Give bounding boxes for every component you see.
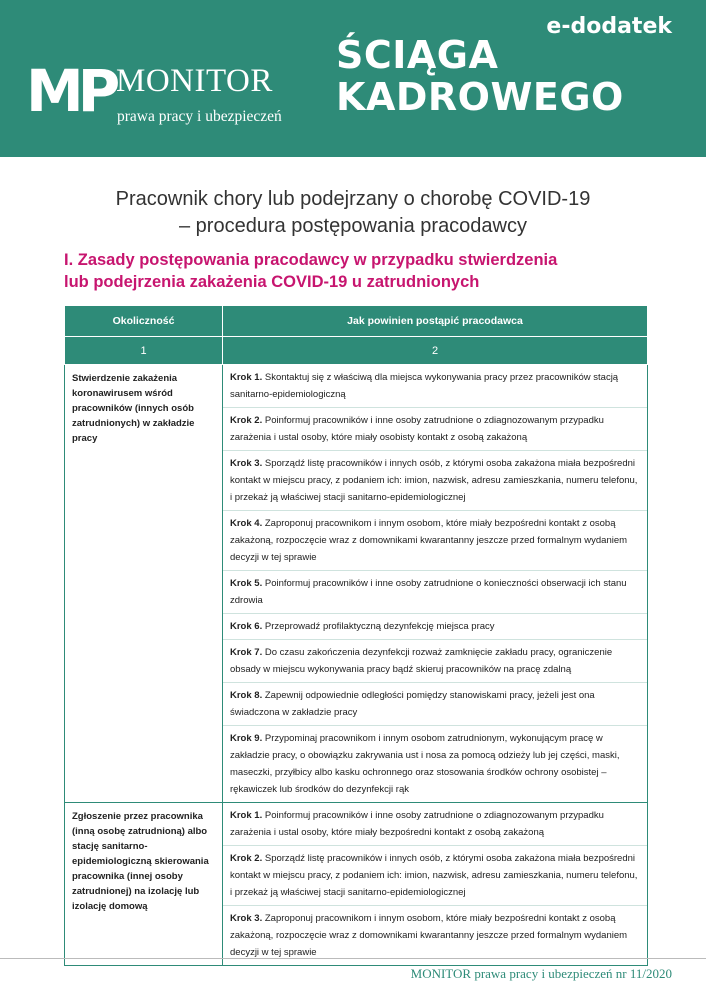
column-header-action: Jak powinien postąpić pracodawca xyxy=(223,306,648,337)
step-text: Zaproponuj pracownikom i innym osobom, które miały bezpośredni kontakt z osobą zakażoną, rozpoczęcie wraz z domownikami kwarantanny jeszcze przed formalnym wydaniem decyzji w tej sprawie xyxy=(230,913,628,958)
section-heading-line2: lub podejrzenia zakażenia COVID-19 u zatrudnionych xyxy=(64,273,480,291)
step-label: Krok 3. xyxy=(230,458,263,469)
step-text: Poinformuj pracowników i inne osoby zatrudnione o zdiagnozowanym przypadku zarażenia i ustal osoby, które miały bezpośredni kontakt z osobą zakażoną xyxy=(230,810,604,838)
step-text: Sporządź listę pracowników i innych osób, z którymi osoba zakażona miała bezpośredni kontakt w miejscu pracy, z podaniem ich: imion, nazwisk, adresu zamieszkania, numeru telefonu, i przekaż ją właściwej stacji sanitarno-epidemiologicznej xyxy=(230,458,638,503)
circumstance-text: Zgłoszenie przez pracownika (inną osobę zatrudnioną) albo stację sanitarno-epidemiologiczną skierowania pracownika (innej osoby zatrudnionej) na izolację lub izolację domową xyxy=(72,811,209,912)
step-text: Skontaktuj się z właściwą dla miejsca wykonywania pracy przez pracowników stacją sanitarno-epidemiologiczną xyxy=(230,372,619,400)
circumstance-cell xyxy=(65,803,223,966)
step-label: Krok 7. xyxy=(230,647,263,658)
brand-title-line1: ŚCIĄGA xyxy=(336,33,499,77)
step-item xyxy=(223,906,647,965)
step-item xyxy=(223,365,647,408)
section-heading-line1: I. Zasady postępowania pracodawcy w przypadku stwierdzenia xyxy=(64,251,558,269)
column-number-1: 1 xyxy=(65,337,223,365)
step-label: Krok 3. xyxy=(230,913,263,924)
brand-title-line2: KADROWEGO xyxy=(336,75,624,119)
document-title xyxy=(30,186,676,240)
step-text: Przeprowadź profilaktyczną dezynfekcję miejsca pracy xyxy=(262,621,495,632)
step-label: Krok 1. xyxy=(230,372,263,383)
step-item xyxy=(223,408,647,451)
section-heading xyxy=(64,249,664,293)
step-item xyxy=(223,683,647,726)
step-label: Krok 4. xyxy=(230,518,263,529)
footer-citation: MONITOR prawa pracy i ubezpieczeń nr 11/2020 xyxy=(410,966,672,981)
step-item xyxy=(223,803,647,846)
step-text: Poinformuj pracowników i inne osoby zatrudnione o zdiagnozowanym przypadku zarażenia i ustal osoby, które miały osobisty kontakt z osobą zakażoną xyxy=(230,415,604,443)
table-row xyxy=(65,803,648,966)
steps-cell xyxy=(223,803,648,966)
step-item xyxy=(223,640,647,683)
monitor-logo-subtitle: prawa pracy i ubezpieczeń xyxy=(117,108,282,125)
step-label: Krok 6. xyxy=(230,621,263,632)
step-item xyxy=(223,451,647,511)
step-label: Krok 8. xyxy=(230,690,263,701)
procedure-table xyxy=(64,305,648,966)
circumstance-text: Stwierdzenie zakażenia koronawirusem wśród pracowników (innych osób zatrudnionych) w zakładzie pracy xyxy=(72,373,195,444)
supplement-label: e-dodatek xyxy=(546,14,672,39)
steps-cell xyxy=(223,365,648,803)
step-item xyxy=(223,511,647,571)
document-title-line2: – procedura postępowania pracodawcy xyxy=(179,215,527,237)
step-item xyxy=(223,726,647,802)
document-title-line1: Pracownik chory lub podejrzany o chorobę COVID-19 xyxy=(115,188,591,210)
step-label: Krok 9. xyxy=(230,733,263,744)
table-row xyxy=(65,365,648,803)
step-item xyxy=(223,571,647,614)
footer-divider xyxy=(0,958,706,959)
step-label: Krok 2. xyxy=(230,415,263,426)
step-text: Poinformuj pracowników i inne osoby zatrudnione o konieczności obserwacji ich stanu zdrowia xyxy=(230,578,627,606)
step-item xyxy=(223,614,647,640)
step-text: Zapewnij odpowiednie odległości pomiędzy stanowiskami pracy, jeżeli jest ona świadczona w zakładzie pracy xyxy=(230,690,595,718)
circumstance-cell xyxy=(65,365,223,803)
column-number-2: 2 xyxy=(223,337,648,365)
monitor-logo-mark: MP xyxy=(26,57,115,125)
step-text: Sporządź listę pracowników i innych osób, z którymi osoba zakażona miała bezpośredni kontakt w miejscu pracy, z podaniem ich: imion, nazwisk, adresu zamieszkania, numeru telefonu, i przekaż ją właściwej stacji sanitarno-epidemiologicznej xyxy=(230,853,638,898)
step-label: Krok 1. xyxy=(230,810,263,821)
brand-title xyxy=(336,34,676,118)
step-label: Krok 2. xyxy=(230,853,263,864)
column-header-circumstance: Okoliczność xyxy=(65,306,223,337)
step-text: Przypominaj pracownikom i innym osobom zatrudnionym, wykonującym pracę w zakładzie pracy, o obowiązku zakrywania ust i nosa za pomocą odzieży lub jej części, maski, maseczki, przyłbicy albo kasku ochronnego oraz stosowania środków ochrony osobistej – rękawiczek lub środków do dezynfekcji rąk xyxy=(230,733,620,795)
monitor-logo-name: MONITOR xyxy=(116,63,273,99)
header-banner xyxy=(0,0,706,157)
step-text: Do czasu zakończenia dezynfekcji rozważ zamknięcie zakładu pracy, ograniczenie obsady w miejscu wykonywania pracy bądź skieruj pracowników na pracę zdalną xyxy=(230,647,613,675)
step-item xyxy=(223,846,647,906)
step-label: Krok 5. xyxy=(230,578,263,589)
step-text: Zaproponuj pracownikom i innym osobom, które miały bezpośredni kontakt z osobą zakażoną, rozpoczęcie wraz z domownikami kwarantanny jeszcze przed formalnym wydaniem decyzji w tej sprawie xyxy=(230,518,628,563)
